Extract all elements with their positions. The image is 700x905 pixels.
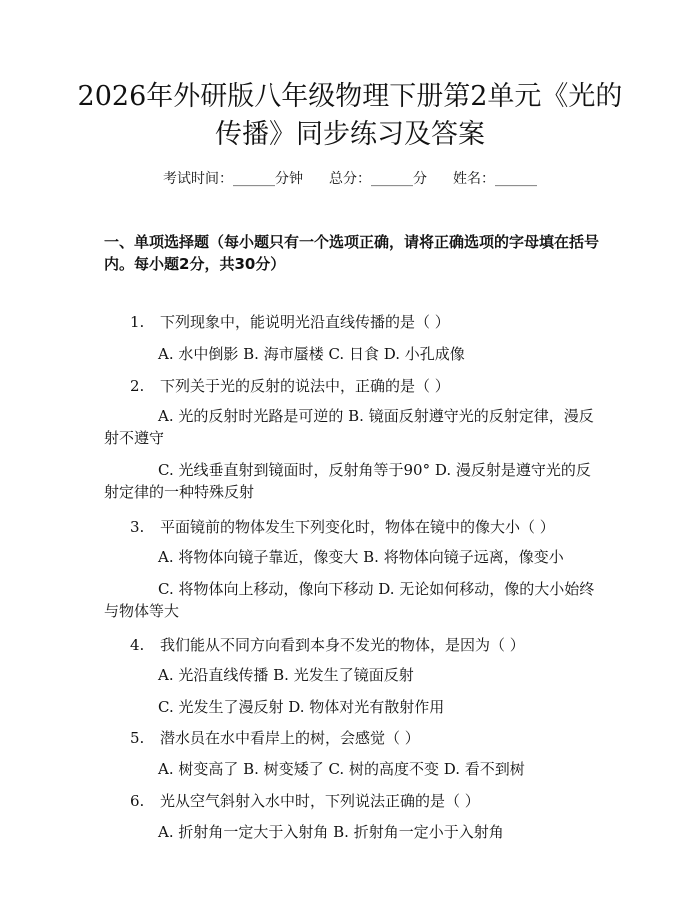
exam-time-field: 考试时间：______分钟 <box>163 171 303 187</box>
question-text: 平面镜前的物体发生下列变化时，物体在镜中的像大小（ ） <box>160 518 555 536</box>
total-score-field: 总分：______分 <box>329 171 427 187</box>
question-2-options-ab: A. 光的反射时光路是可逆的 B. 镜面反射遵守光的反射定律，漫反射不遵守 <box>104 407 594 447</box>
question-number: 3. <box>130 518 145 536</box>
question-1 <box>130 311 450 333</box>
question-5-options: A. 树变高了 B. 树变矮了 C. 树的高度不变 D. 看不到树 <box>158 760 525 778</box>
question-number: 4. <box>130 636 145 654</box>
question-text: 潜水员在水中看岸上的树，会感觉（ ） <box>160 729 420 747</box>
question-number: 6. <box>130 792 145 810</box>
question-number: 5. <box>130 729 145 747</box>
question-6-options: A. 折射角一定大于入射角 B. 折射角一定小于入射角 <box>158 823 504 841</box>
question-4-options-ab: A. 光沿直线传播 B. 光发生了镜面反射 <box>158 666 414 684</box>
question-4-options-cd: C. 光发生了漫反射 D. 物体对光有散射作用 <box>158 698 445 716</box>
question-5 <box>130 727 420 749</box>
question-text: 我们能从不同方向看到本身不发光的物体，是因为（ ） <box>160 636 525 654</box>
question-text: 下列关于光的反射的说法中，正确的是（ ） <box>160 377 450 395</box>
question-3-options-cd: C. 将物体向上移动，像向下移动 D. 无论如何移动，像的大小始终与物体等大 <box>104 580 595 620</box>
section-heading: 一、单项选择题（每小题只有一个选项正确，请将正确选项的字母填在括号内。每小题2分，共30分） <box>104 233 600 273</box>
question-number: 2. <box>130 377 145 395</box>
question-text: 光从空气斜射入水中时，下列说法正确的是（ ） <box>160 792 480 810</box>
exam-info-line <box>0 169 700 189</box>
question-1-options: A. 水中倒影 B. 海市蜃楼 C. 日食 D. 小孔成像 <box>158 345 465 363</box>
question-number: 1. <box>130 313 145 331</box>
question-2 <box>130 375 450 397</box>
question-3-options-ab: A. 将物体向镜子靠近，像变大 B. 将物体向镜子远离，像变小 <box>158 548 564 566</box>
name-field: 姓名：______ <box>453 171 537 187</box>
question-4 <box>130 634 525 656</box>
question-text: 下列现象中，能说明光沿直线传播的是（ ） <box>160 313 450 331</box>
document-title: 2026年外研版八年级物理下册第2单元《光的传播》同步练习及答案 <box>77 81 623 150</box>
question-2-options-cd: C. 光线垂直射到镜面时，反射角等于90° D. 漫反射是遵守光的反射定律的一种特殊反射 <box>104 461 591 501</box>
question-6 <box>130 790 480 812</box>
question-3 <box>130 516 555 538</box>
